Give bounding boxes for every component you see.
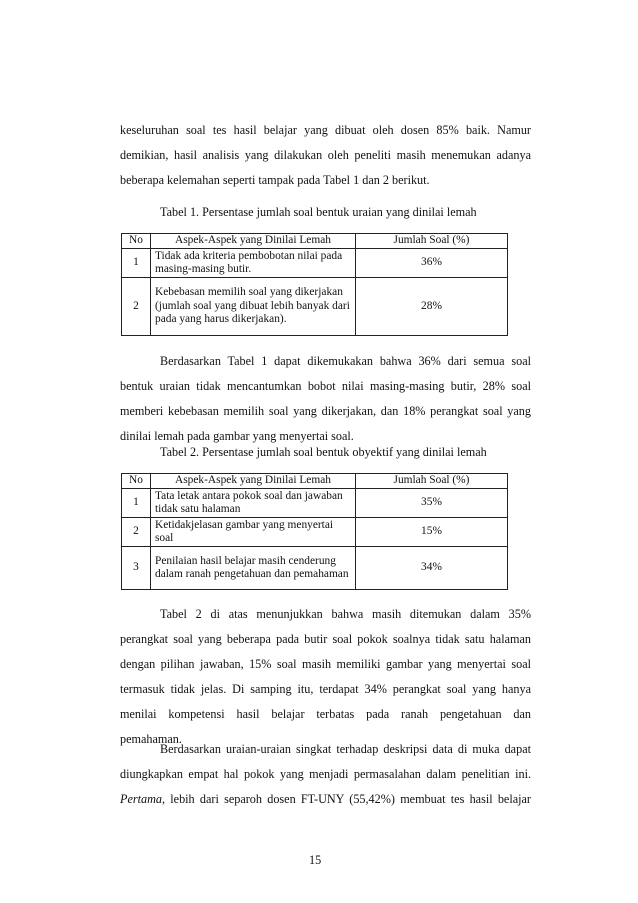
table-row: [122, 518, 508, 547]
header-jumlah: Jumlah Soal (%): [356, 474, 508, 489]
cell-jumlah: 34%: [356, 547, 508, 590]
paragraph-table1-analysis: [120, 349, 531, 449]
text-line: Tabel 2 di atas menunjukkan bahwa masih ditemukan dalam 35%: [160, 607, 531, 621]
text-line: beberapa kelemahan seperti tampak pada Tabel 1 dan 2 berikut.: [120, 173, 430, 187]
table2: [121, 473, 508, 590]
cell-jumlah: 15%: [356, 518, 508, 547]
text-line: memberi kebebasan memilih soal yang dikerjakan, dan 18% perangkat soal yang: [120, 404, 531, 418]
cell-jumlah: 35%: [356, 489, 508, 518]
table2-caption: Tabel 2. Persentase jumlah soal bentuk obyektif yang dinilai lemah: [160, 445, 487, 459]
text-line: demikian, hasil analisis yang dilakukan oleh peneliti masih menemukan adanya: [120, 148, 531, 162]
table-header-row: [122, 474, 508, 489]
cell-no: 2: [122, 278, 151, 336]
header-aspek: Aspek-Aspek yang Dinilai Lemah: [151, 474, 356, 489]
text-line: perangkat soal yang beberapa pada butir soal pokok soalnya tidak satu halaman: [120, 632, 531, 646]
header-jumlah: Jumlah Soal (%): [356, 234, 508, 249]
text-line: Berdasarkan Tabel 1 dapat dikemukakan bahwa 36% dari semua soal: [160, 354, 531, 368]
text-line: dengan pilihan jawaban, 15% soal masih memiliki gambar yang menyertai soal: [120, 657, 531, 671]
table-row: [122, 547, 508, 590]
text-line: dinilai lemah pada gambar yang menyertai soal.: [120, 429, 354, 443]
italic-word: Pertama: [120, 792, 162, 806]
cell-no: 1: [122, 489, 151, 518]
cell-jumlah: 28%: [356, 278, 508, 336]
text-line: diungkapkan empat hal pokok yang menjadi permasalahan dalam penelitian ini.: [120, 767, 531, 781]
cell-no: 3: [122, 547, 151, 590]
table1: [121, 233, 508, 336]
cell-aspek: Kebebasan memilih soal yang dikerjakan (jumlah soal yang dibuat lebih banyak dari pada yang harus dikerjakan).: [151, 278, 356, 336]
paragraph-intro: [120, 118, 531, 193]
cell-aspek: Penilaian hasil belajar masih cenderung dalam ranah pengetahuan dan pemahaman: [151, 547, 356, 590]
header-aspek: Aspek-Aspek yang Dinilai Lemah: [151, 234, 356, 249]
cell-no: 1: [122, 249, 151, 278]
table-header-row: [122, 234, 508, 249]
paragraph-conclusion: [120, 737, 531, 812]
text-line: pemahaman.: [120, 732, 182, 746]
table-row: [122, 249, 508, 278]
page-number: 15: [309, 853, 322, 867]
table-row: [122, 278, 508, 336]
cell-aspek: Tata letak antara pokok soal dan jawaban tidak satu halaman: [151, 489, 356, 518]
header-no: No: [122, 234, 151, 249]
text-line: termasuk tidak jelas. Di samping itu, terdapat 34% perangkat soal yang hanya: [120, 682, 531, 696]
header-no: No: [122, 474, 151, 489]
cell-aspek: Tidak ada kriteria pembobotan nilai pada masing-masing butir.: [151, 249, 356, 278]
paragraph-table2-analysis: [120, 602, 531, 752]
table-row: [122, 489, 508, 518]
cell-no: 2: [122, 518, 151, 547]
text-fragment: , lebih dari separoh dosen FT-UNY (55,42%) membuat tes hasil belajar: [161, 792, 531, 806]
text-line: bentuk uraian tidak mencantumkan bobot nilai masing-masing butir, 28% soal: [120, 379, 531, 393]
text-line: menilai kompetensi hasil belajar terbatas pada ranah pengetahuan dan: [120, 707, 531, 721]
cell-jumlah: 36%: [356, 249, 508, 278]
cell-aspek: Ketidakjelasan gambar yang menyertai soal: [151, 518, 356, 547]
text-line: Berdasarkan uraian-uraian singkat terhadap deskripsi data di muka dapat: [160, 742, 531, 756]
text-line: [120, 787, 531, 812]
table1-caption: Tabel 1. Persentase jumlah soal bentuk uraian yang dinilai lemah: [160, 205, 477, 219]
text-line: keseluruhan soal tes hasil belajar yang dibuat oleh dosen 85% baik. Namur: [120, 123, 531, 137]
